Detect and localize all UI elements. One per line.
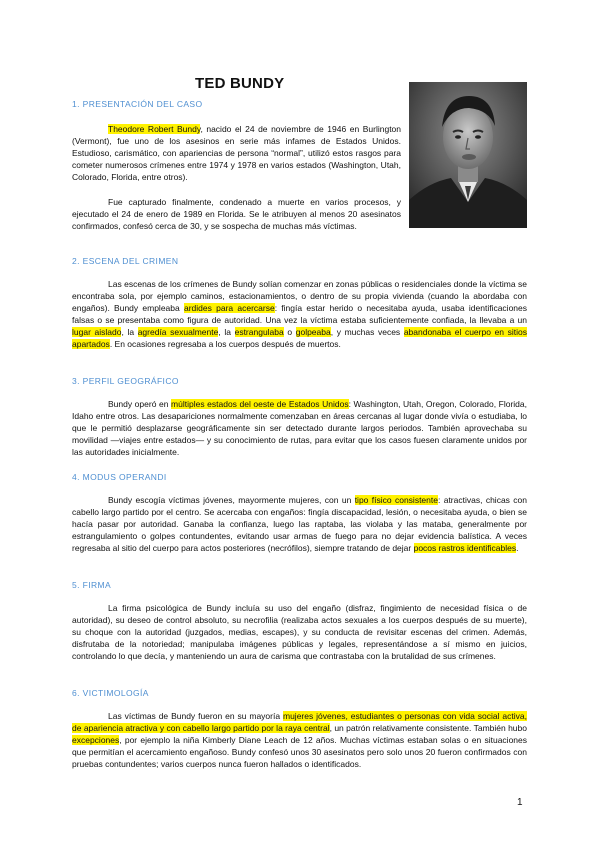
page-number: 1 <box>517 797 523 808</box>
document-title: TED BUNDY <box>195 75 285 92</box>
section-heading-victimologia: 6. VICTIMOLOGÍA <box>72 688 149 698</box>
highlighted-text: golpeaba <box>295 327 331 338</box>
paragraph: La firma psicológica de Bundy incluía su uso del engaño (disfraz, fingimiento de necesidad física o de autoridad), su deseo de control absoluto, su necrofilia (realizaba actos sexuales a los cuerpos después de su muerte), su choque con la autoridad (juzgados, medias, escapes), y su conducta de revisitar escenas del crimen. Además, disfrutaba de la notoriedad; manipulaba imágenes públicas y legales, representándose a sí mismo en juicios, controlando lo que decía, y manteniendo un aura de carisma que contrastaba con la brutalidad de sus crímenes. <box>72 603 527 662</box>
highlighted-text: mujeres jóvenes, estudiantes o personas con vida social activa, de apariencia atractiva y con cabello largo partido por la raya central <box>72 711 527 734</box>
section-heading-perfil-geografico: 3. PERFIL GEOGRÁFICO <box>72 376 179 386</box>
highlighted-text: tipo físico consistente <box>354 495 438 505</box>
highlighted-text: estrangulaba <box>234 327 284 338</box>
highlighted-text: múltiples estados del oeste de Estados Unidos <box>171 399 349 409</box>
highlighted-text: agredía sexualmente <box>137 327 219 338</box>
paragraph: Theodore Robert Bundy, nacido el 24 de noviembre de 1946 en Burlington (Vermont), fue uno de los asesinos en serie más infames de Estados Unidos. Estudioso, carismático, con apariencias de persona “normal”, utilizó estos rasgos para cometer numerosos crímenes entre 1974 y 1978 en varios estados (Washington, Utah, Colorado, Florida, entre otros). <box>72 124 402 183</box>
highlighted-text: Theodore Robert Bundy <box>108 124 201 134</box>
highlighted-text: abandonaba el cuerpo en sitios apartados <box>72 327 528 350</box>
section-heading-escena: 2. ESCENA DEL CRIMEN <box>72 256 179 266</box>
paragraph: Bundy escogía víctimas jóvenes, mayormente mujeres, con un tipo físico consistente: atractivas, chicas con cabello largo partido por el centro. Se acercaba con engaños: fingía discapacidad, lesión, o necesitaba ayuda, o bien se hacía pasar por autoridad. Ganaba la confianza, luego las raptaba, las violaba y las mataba, generalmente por estrangulamiento o golpes contundentes, evitando usar armas de fuego para no dejar evidencia balística. A veces regresaba al sitio del cuerpo para actos posteriores (necrófilos), siempre tratando de dejar pocos rastros identificables. <box>72 495 528 554</box>
highlighted-text: ardides para acercarse <box>183 303 275 314</box>
paragraph: Bundy operó en múltiples estados del oeste de Estados Unidos: Washington, Utah, Oregon, Colorado, Florida, Idaho entre otros. Las desapariciones normalmente comenzaban en áreas cercanas al lugar donde vivía o estudiaba, lo que le permitió desplazarse geográficamente sin ser detectado durante largos periodos. También aprovechaba su movilidad —viajes entre estados— y su conocimiento de rutas, para evitar que los casos fuesen claramente unidos por las autoridades inicialmente. <box>72 399 527 458</box>
section-heading-firma: 5. FIRMA <box>72 580 112 590</box>
highlighted-text: excepciones <box>72 735 120 746</box>
highlighted-text: pocos rastros identificables <box>413 543 517 554</box>
paragraph: Las escenas de los crímenes de Bundy solían comenzar en zonas públicas o residenciales donde la víctima se encontraba sola, por ejemplo caminos, estacionamientos, o dentro de su propia vivienda (cuando la abordaba con engaños). Bundy empleaba ardides para acercarse: fingía estar herido o necesitaba ayuda, usaba identificaciones falsas o se presentaba como figura de autoridad. Una vez la víctima estaba suficientemente confiada, la llevaba a un lugar aislado, la agredía sexualmente, la estrangulaba o golpeaba, y muchas veces abandonaba el cuerpo en sitios apartados. En ocasiones regresaba a los cuerpos después de muertos. <box>72 279 528 350</box>
highlighted-text: lugar aislado <box>72 327 122 338</box>
paragraph: Las víctimas de Bundy fueron en su mayoría mujeres jóvenes, estudiantes o personas con vida social activa, de apariencia atractiva y con cabello largo partido por la raya central, un patrón relativamente consistente. También hubo excepciones, por ejemplo la niña Kimberly Diane Leach de 12 años. Muchas víctimas estaban solas o en situaciones que permitían el acercamiento engañoso. Bundy confesó unos 30 asesinatos pero solo unos 20 fueron confirmados con pruebas contundentes; varios cuerpos nunca fueron hallados o identificados. <box>72 711 527 770</box>
portrait-photo <box>409 82 527 228</box>
section-heading-modus-operandi: 4. MODUS OPERANDI <box>72 472 167 482</box>
paragraph: Fue capturado finalmente, condenado a muerte en varios procesos, y ejecutado el 24 de enero de 1989 en Florida. Se le atribuyen al menos 20 asesinatos confirmados, confesó cerca de 30, y se sospecha de muchas más víctimas. <box>72 197 401 232</box>
section-heading-presentacion: 1. PRESENTACIÓN DEL CASO <box>72 99 203 109</box>
